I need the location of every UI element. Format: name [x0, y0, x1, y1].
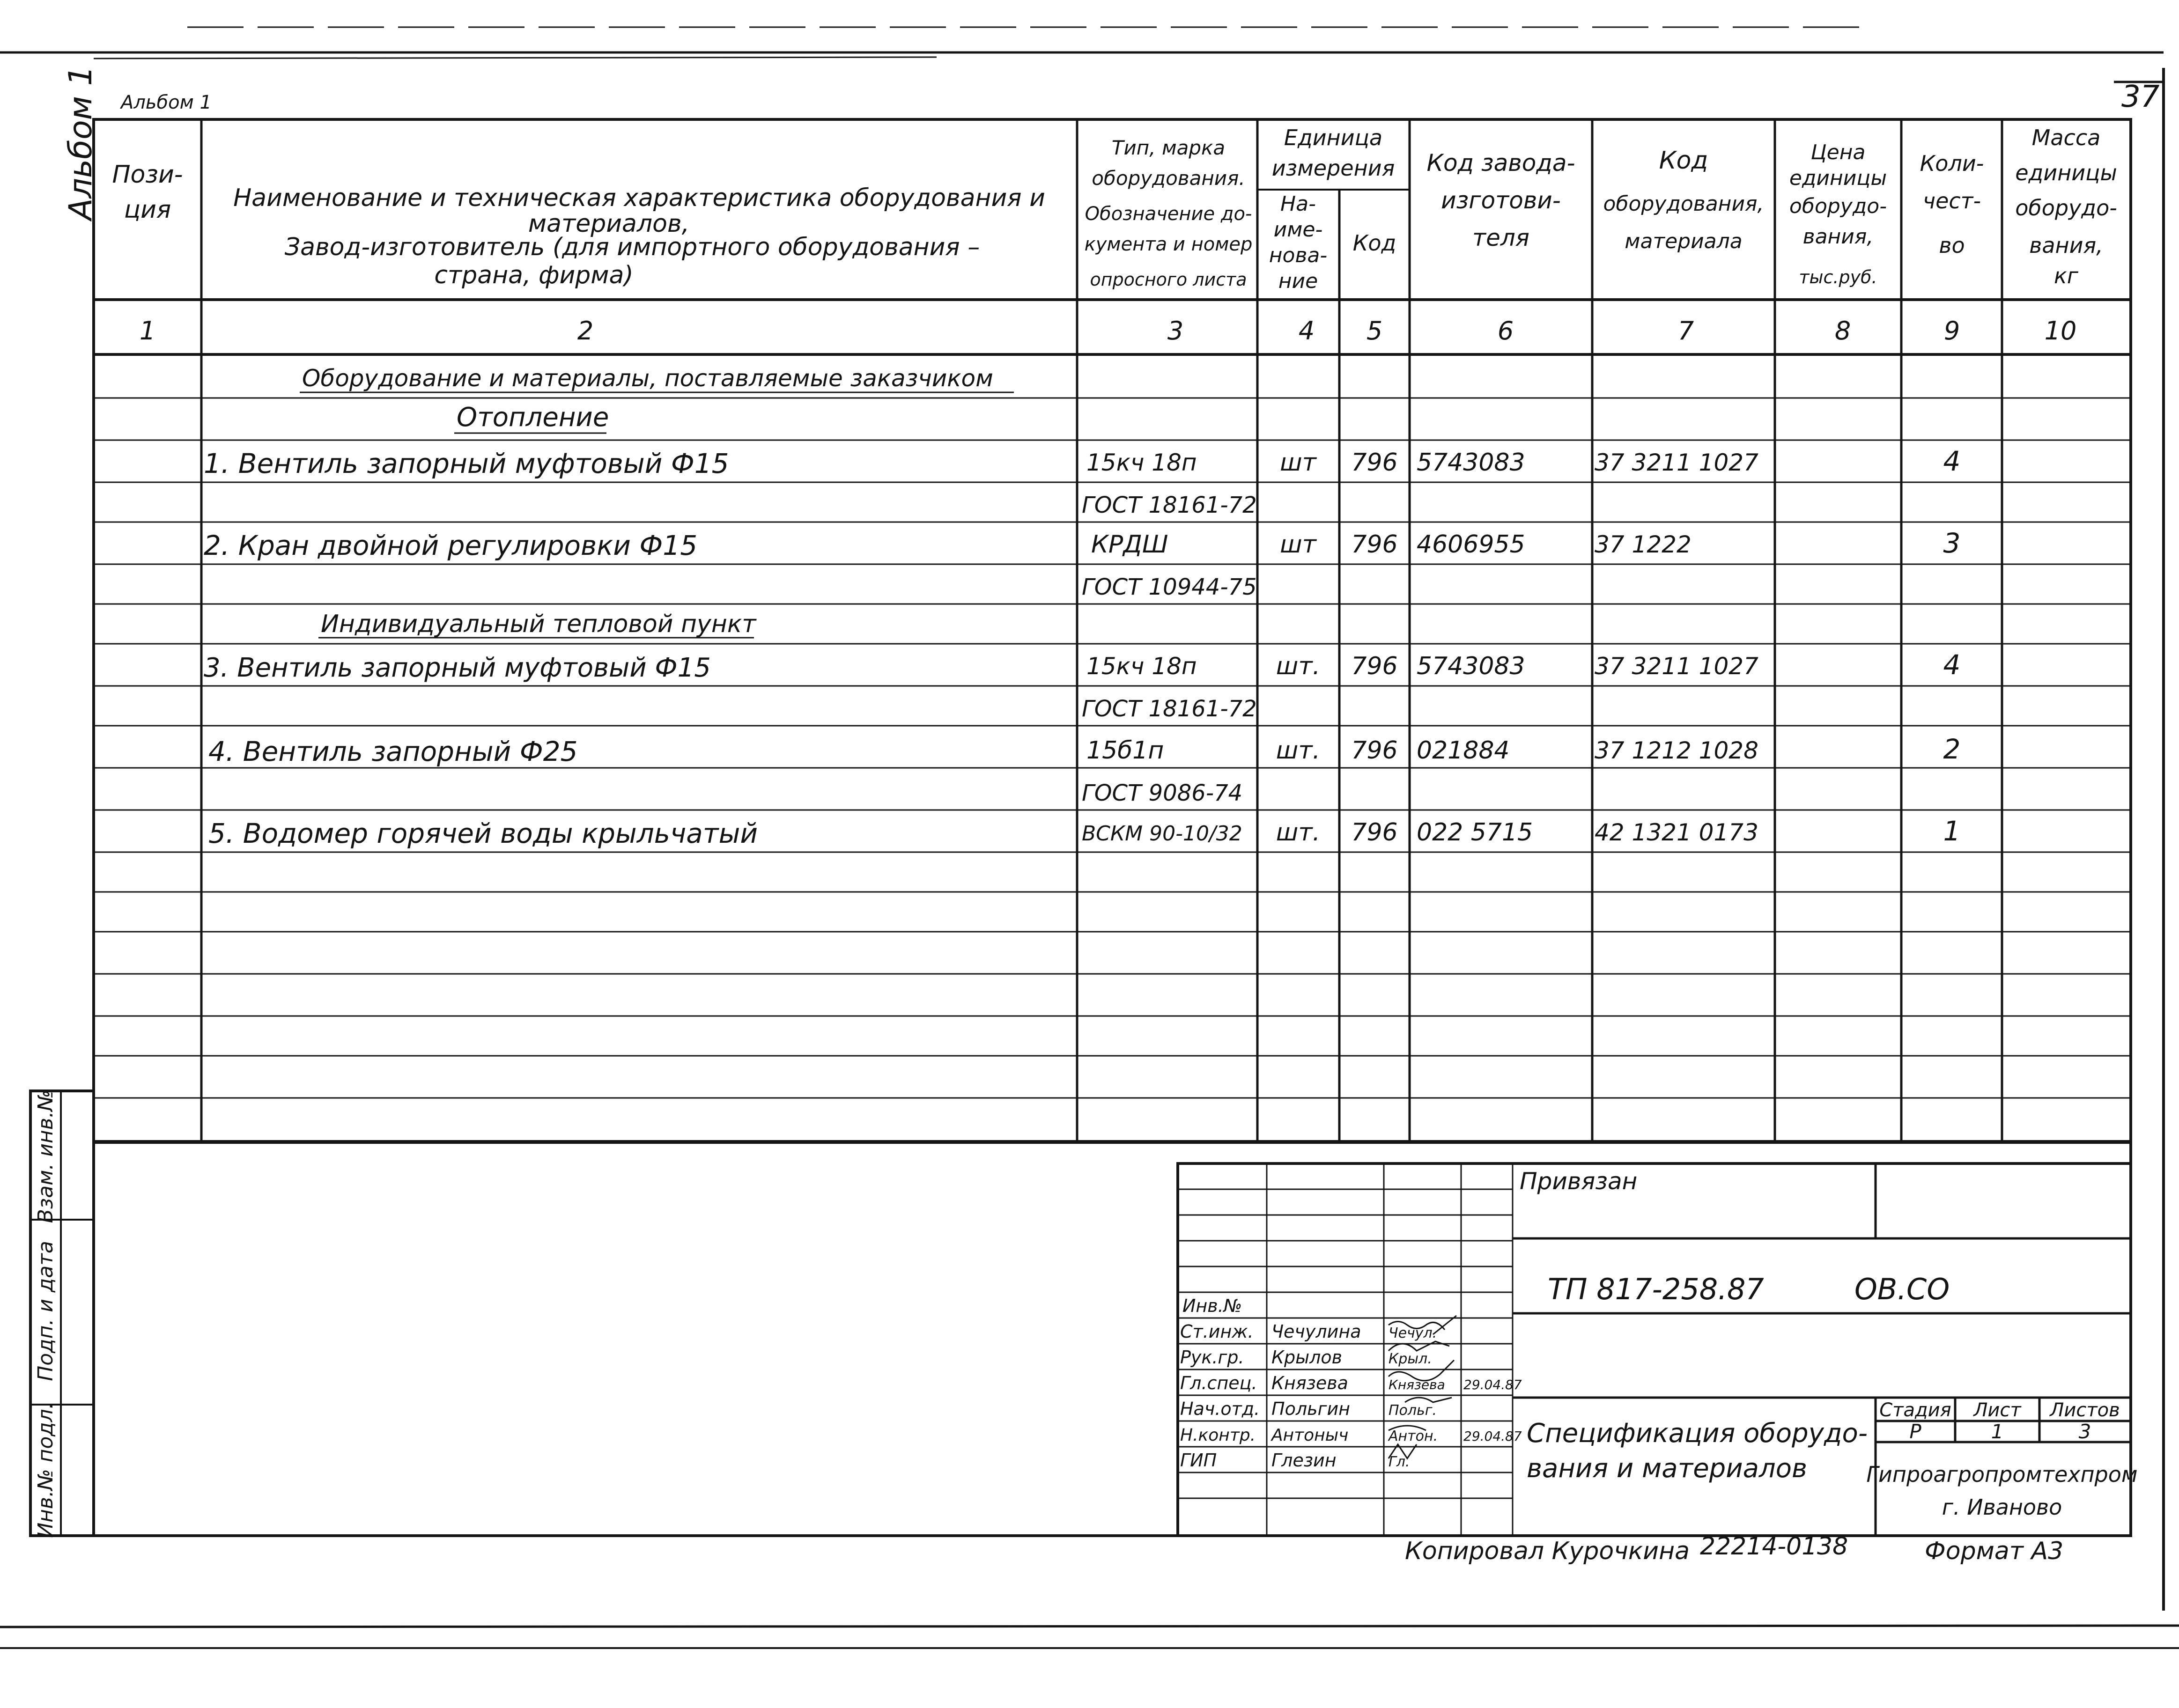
- row-type-cont: ГОСТ 18161-72: [1082, 492, 1257, 518]
- corner-scribble: Альбом 1: [121, 92, 212, 113]
- hdr-name-2: материалов,: [528, 210, 690, 238]
- colnum-3: 3: [1167, 316, 1184, 346]
- row-qty: 3: [1943, 527, 1961, 559]
- row-unit: шт.: [1276, 736, 1321, 765]
- hdr-position-1: Пози-: [112, 161, 183, 189]
- row-equip-code: 37 1222: [1595, 531, 1691, 558]
- footer-format: Формат А3: [1925, 1537, 2064, 1565]
- row-unit-code: 796: [1351, 818, 1398, 847]
- hdr-qty-2: чест-: [1922, 188, 1981, 214]
- hdr-name-3: Завод-изготовитель (для импортного оборудования –: [284, 233, 980, 261]
- tb-name: Чечулина: [1271, 1321, 1361, 1342]
- hdr-name-4: страна, фирма): [434, 261, 634, 289]
- row-qty: 1: [1943, 815, 1961, 847]
- hdr-name-1: Наименование и техническая характеристика оборудования и: [233, 184, 1045, 212]
- tb-date: 29.04.87: [1463, 1377, 1522, 1392]
- hdr-position-2: ция: [124, 196, 171, 224]
- row-subheader: Индивидуальный тепловой пункт: [321, 610, 756, 638]
- hdr-plant-code-2: изготови-: [1441, 187, 1561, 214]
- hdr-type-1: Тип, марка: [1111, 136, 1226, 159]
- hdr-qty-1: Коли-: [1920, 151, 1984, 176]
- hdr-mass-4: вания,: [2029, 233, 2103, 258]
- tb-name: Антоныч: [1271, 1426, 1349, 1445]
- row-name: 5. Водомер горячей воды крыльчатый: [208, 817, 758, 849]
- tb-doc-title-2: вания и материалов: [1527, 1453, 1807, 1484]
- hdr-unit-group-1: Единица: [1284, 125, 1383, 150]
- hdr-price-4: вания,: [1802, 225, 1874, 249]
- row-equip-code: 37 3211 1027: [1595, 449, 1758, 476]
- tb-name: Крылов: [1271, 1347, 1343, 1368]
- tb-organization-1: Гипроагропромтехпром: [1866, 1462, 2138, 1487]
- hdr-type-5: опросного листа: [1090, 269, 1247, 290]
- row-qty: 4: [1943, 445, 1961, 477]
- row-unit-code: 796: [1351, 530, 1398, 559]
- page-number: 37: [2121, 80, 2160, 114]
- colnum-10: 10: [2044, 316, 2077, 346]
- tb-sheet: 1: [1991, 1420, 2004, 1443]
- row-type: КРДШ: [1091, 530, 1168, 559]
- row-plant-code: 021884: [1417, 736, 1510, 765]
- row-unit-code: 796: [1351, 449, 1398, 477]
- colnum-1: 1: [139, 316, 156, 346]
- tb-name: Польгин: [1271, 1399, 1351, 1419]
- tb-organization-2: г. Иваново: [1942, 1494, 2062, 1520]
- tb-role: Н.контр.: [1180, 1426, 1256, 1445]
- hdr-unit-code: Код: [1352, 230, 1396, 256]
- hdr-price-1: Цена: [1810, 140, 1866, 164]
- row-name: 2. Кран двойной регулировки Ф15: [204, 530, 698, 561]
- hdr-equip-code-3: материала: [1625, 229, 1743, 253]
- tb-sheets-label: Листов: [2050, 1399, 2120, 1421]
- row-name: 3. Вентиль запорный муфтовый Ф15: [204, 653, 711, 683]
- hdr-unit-name-4: ние: [1278, 269, 1318, 293]
- row-qty: 4: [1943, 649, 1961, 681]
- tb-doc-suffix: ОВ.СО: [1854, 1272, 1950, 1306]
- colnum-4: 4: [1298, 316, 1315, 346]
- tb-doc-title-1: Спецификация оборудо-: [1527, 1418, 1868, 1449]
- row-unit: шт: [1280, 530, 1316, 559]
- tb-privyazan: Привязан: [1520, 1168, 1638, 1195]
- tb-stage: Р: [1909, 1420, 1921, 1443]
- row-subheader: Отопление: [457, 402, 609, 433]
- hdr-unit-name-1: На-: [1280, 192, 1316, 216]
- tb-sheets: 3: [2078, 1420, 2091, 1443]
- colnum-7: 7: [1677, 316, 1694, 346]
- hdr-unit-name-3: нова-: [1269, 243, 1328, 267]
- hdr-mass-1: Масса: [2031, 125, 2101, 150]
- footer-order: 22214-01: [1700, 1532, 1817, 1561]
- row-unit-code: 796: [1351, 736, 1398, 765]
- tb-role: ГИП: [1180, 1450, 1217, 1471]
- tb-inv-label: Инв.№: [1182, 1296, 1242, 1316]
- row-unit: шт: [1280, 449, 1316, 477]
- row-equip-code: 37 3211 1027: [1595, 653, 1758, 680]
- row-type: 15кч 18п: [1086, 449, 1197, 476]
- hdr-equip-code-2: оборудования,: [1603, 192, 1764, 216]
- tb-signature: Крыл.: [1389, 1351, 1432, 1367]
- row-equip-code: 37 1212 1028: [1595, 737, 1758, 764]
- tb-sheet-label: Лист: [1973, 1399, 2021, 1421]
- album-label: Альбом 1: [62, 66, 99, 220]
- tb-doc-code: ТП 817-258.87: [1548, 1272, 1764, 1306]
- hdr-qty-3: во: [1939, 233, 1965, 258]
- tb-signature: Чечул.: [1389, 1325, 1437, 1341]
- row-equip-code: 42 1321 0173: [1595, 819, 1758, 846]
- colnum-2: 2: [577, 316, 594, 346]
- section-header: Оборудование и материалы, поставляемые заказчиком: [302, 365, 993, 392]
- row-unit: шт.: [1276, 652, 1321, 680]
- colnum-6: 6: [1497, 316, 1514, 346]
- tb-role: Гл.спец.: [1180, 1373, 1257, 1393]
- hdr-unit-name-2: име-: [1273, 218, 1323, 242]
- footer-copied: Копировал Курочкина: [1405, 1537, 1690, 1565]
- hdr-plant-code-3: теля: [1472, 224, 1529, 251]
- hdr-mass-3: оборудо-: [2015, 195, 2117, 221]
- row-plant-code: 5743083: [1417, 449, 1525, 477]
- row-plant-code: 5743083: [1417, 652, 1525, 680]
- hdr-mass-5: кг: [2054, 263, 2078, 288]
- hdr-price-5: тыс.руб.: [1799, 267, 1877, 287]
- colnum-8: 8: [1834, 316, 1851, 346]
- tb-stage-label: Стадия: [1879, 1399, 1951, 1421]
- row-type-cont: ГОСТ 10944-75: [1082, 574, 1257, 600]
- hdr-price-3: оборудо-: [1789, 194, 1887, 218]
- hdr-equip-code-1: Код: [1659, 147, 1708, 175]
- tb-role: Ст.инж.: [1180, 1321, 1254, 1342]
- tb-role: Рук.гр.: [1180, 1347, 1244, 1368]
- row-name: 1. Вентиль запорный муфтовый Ф15: [204, 448, 729, 479]
- hdr-unit-group-2: измерения: [1271, 155, 1395, 181]
- row-type-cont: ГОСТ 18161-72: [1082, 696, 1257, 722]
- row-qty: 2: [1943, 733, 1961, 765]
- hdr-mass-2: единицы: [2015, 160, 2117, 185]
- tb-signature: Князева: [1389, 1377, 1445, 1392]
- colnum-9: 9: [1943, 316, 1960, 346]
- tb-signature: Гл.: [1389, 1454, 1410, 1470]
- tb-signature: Польг.: [1389, 1402, 1437, 1419]
- row-type: 15кч 18п: [1086, 653, 1197, 680]
- stamp-sign-date: Подп. и дата: [34, 1241, 58, 1381]
- row-type-cont: ГОСТ 9086-74: [1082, 780, 1243, 806]
- row-type: 15б1п: [1086, 736, 1164, 765]
- colnum-5: 5: [1366, 316, 1383, 346]
- row-unit-code: 796: [1351, 652, 1398, 680]
- row-plant-code: 022 5715: [1417, 818, 1533, 847]
- stamp-replaces-inv: Взам. инв.№: [34, 1090, 58, 1223]
- tb-date: 29.04.87: [1463, 1428, 1522, 1444]
- tb-name: Князева: [1271, 1373, 1348, 1393]
- row-name: 4. Вентиль запорный Ф25: [208, 736, 578, 767]
- hdr-type-4: кумента и номер: [1084, 234, 1253, 255]
- row-plant-code: 4606955: [1417, 530, 1525, 559]
- tb-signature: Антон.: [1389, 1428, 1438, 1444]
- hdr-price-2: единицы: [1789, 166, 1887, 190]
- stamp-inv-original: Инв.№ подл.: [34, 1402, 58, 1538]
- hdr-type-2: оборудования.: [1092, 167, 1245, 190]
- tb-name: Глезин: [1271, 1450, 1337, 1471]
- hdr-plant-code-1: Код завода-: [1426, 149, 1575, 177]
- row-unit: шт.: [1276, 818, 1321, 847]
- hdr-type-3: Обозначение до-: [1085, 203, 1252, 225]
- footer-page: 38: [1817, 1532, 1848, 1561]
- tb-role: Нач.отд.: [1180, 1399, 1260, 1419]
- row-type: ВСКМ 90-10/32: [1082, 822, 1242, 846]
